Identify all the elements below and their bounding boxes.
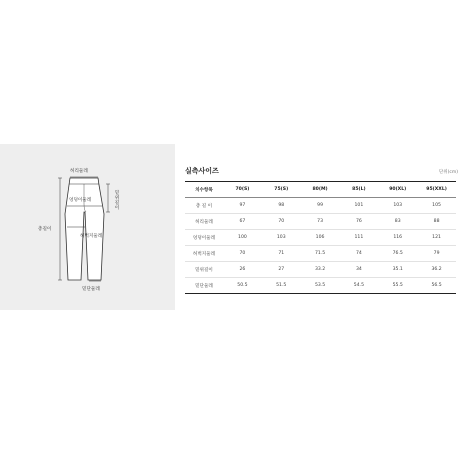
label-hip: 엉덩이둘레 [69,198,92,203]
table-cell: 105 [417,198,456,214]
table-row [185,198,456,214]
table-cell: 54.5 [339,278,378,294]
table-cell: 111 [339,230,378,246]
size-chart-title: 실측사이즈 [185,167,219,175]
table-cell: 121 [417,230,456,246]
table-cell: 103 [378,198,417,214]
table-cell: 35.1 [378,262,417,278]
table-cell: 50.5 [223,278,262,294]
table-row [185,246,456,262]
size-chart-panel [175,144,460,310]
table-cell: 70 [223,246,262,262]
table-cell: 73 [301,214,340,230]
header-cell: 95(XXL) [417,182,456,198]
table-cell: 26 [223,262,262,278]
table-row [185,262,456,278]
unit-label: 단위(cm) [438,170,458,175]
header-cell: 85(L) [339,182,378,198]
table-cell: 67 [223,214,262,230]
label-hem: 밑단둘레 [82,287,100,292]
table-cell: 76 [339,214,378,230]
header-cell: 70(S) [223,182,262,198]
table-cell: 79 [417,246,456,262]
table-row [185,230,456,246]
table-cell: 99 [301,198,340,214]
table-cell: 55.5 [378,278,417,294]
table-cell: 116 [378,230,417,246]
table-cell: 51.5 [262,278,301,294]
table-row [185,278,456,294]
label-rise: 밑위길이 [114,191,120,212]
table-cell: 34 [339,262,378,278]
pants-diagram-panel [0,144,175,310]
row-label: 밑단둘레 [185,278,223,294]
table-cell: 76.5 [378,246,417,262]
table-cell: 36.2 [417,262,456,278]
table-header-row [185,182,456,198]
table-cell: 83 [378,214,417,230]
label-thigh: 허벅지둘레 [80,234,103,239]
table-cell: 98 [262,198,301,214]
table-cell: 56.5 [417,278,456,294]
table-cell: 97 [223,198,262,214]
table-cell: 74 [339,246,378,262]
table-cell: 71.5 [301,246,340,262]
table-cell: 101 [339,198,378,214]
pants-outline [65,178,104,280]
table-row [185,214,456,230]
table-cell: 33.2 [301,262,340,278]
label-waist: 허리둘레 [70,169,88,174]
size-table [185,181,456,294]
header-cell: 80(M) [301,182,340,198]
table-cell: 100 [223,230,262,246]
row-label: 허리둘레 [185,214,223,230]
row-label: 허벅지둘레 [185,246,223,262]
label-total-length: 총길이 [38,227,52,232]
header-cell: 75(S) [262,182,301,198]
table-cell: 70 [262,214,301,230]
table-cell: 71 [262,246,301,262]
row-label: 밑위길이 [185,262,223,278]
header-cell: 치수항목 [185,182,223,198]
table-cell: 53.5 [301,278,340,294]
table-cell: 106 [301,230,340,246]
row-label: 엉덩이둘레 [185,230,223,246]
header-cell: 90(XL) [378,182,417,198]
table-cell: 103 [262,230,301,246]
table-cell: 27 [262,262,301,278]
table-cell: 88 [417,214,456,230]
row-label: 총 길 이 [185,198,223,214]
